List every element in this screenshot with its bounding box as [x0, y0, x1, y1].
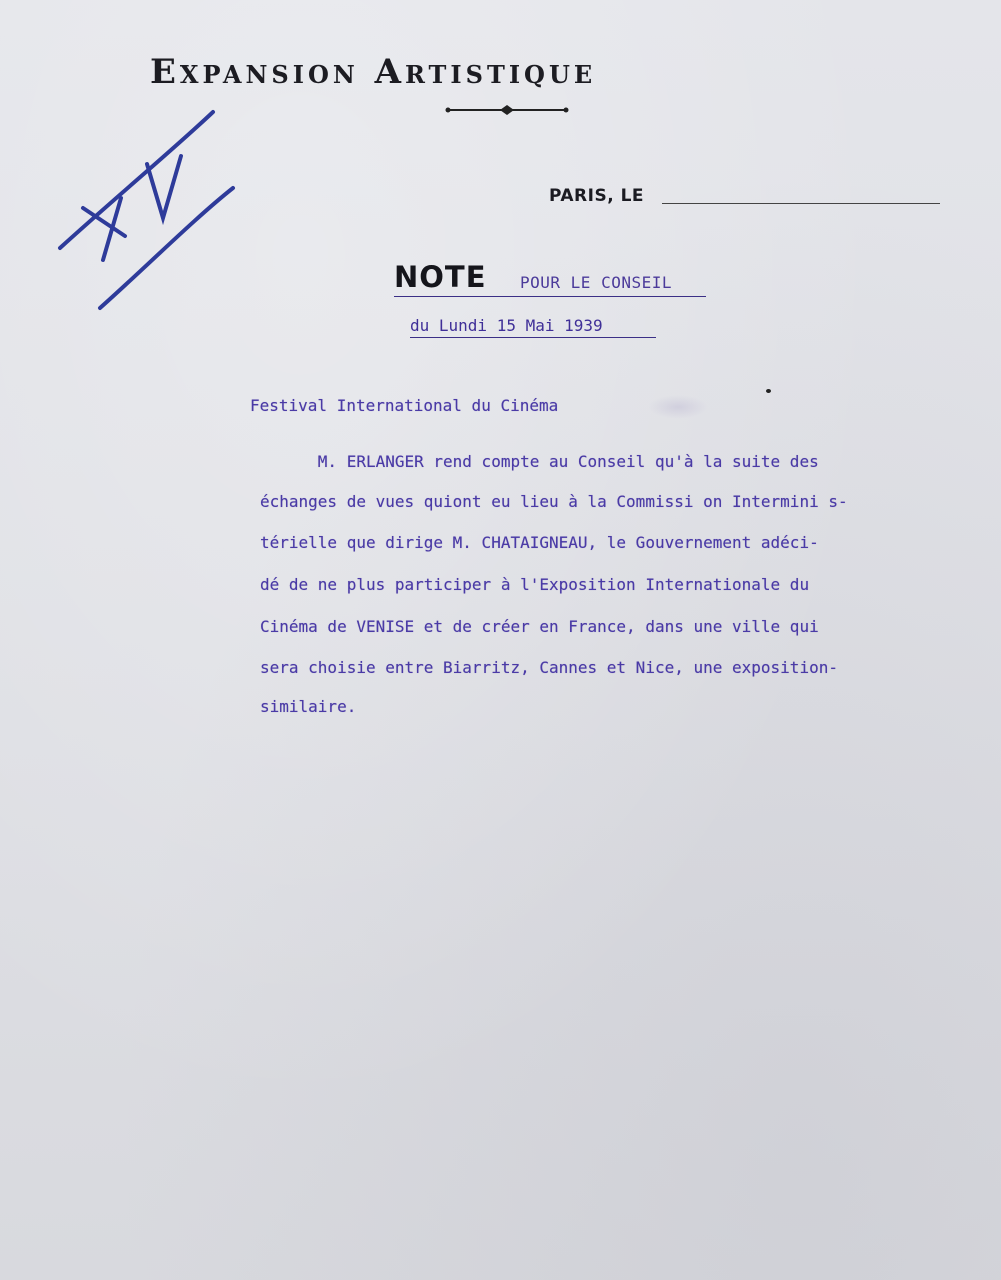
body-line: Cinéma de VENISE et de créer en France, dans une ville qui: [260, 617, 819, 636]
meeting-date: du Lundi 15 Mai 1939: [410, 316, 603, 335]
body-line: M. ERLANGER rend compte au Conseil qu'à la suite des: [260, 452, 819, 471]
note-title-underline: [394, 296, 706, 297]
ink-smudge: [648, 395, 708, 419]
ink-spot: [766, 389, 771, 393]
blue-crayon-xv-mark: [55, 108, 245, 318]
note-title: NOTE: [394, 260, 487, 294]
subject-line: Festival International du Cinéma: [250, 396, 559, 415]
body-line: sera choisie entre Biarritz, Cannes et Nice, une exposition-: [260, 658, 838, 677]
body-line: dé de ne plus participer à l'Exposition Internationale du: [260, 575, 810, 594]
place-label: PARIS, LE: [549, 186, 645, 206]
note-subtitle: POUR LE CONSEIL: [520, 273, 672, 292]
body-line: térielle que dirige M. CHATAIGNEAU, le Gouvernement adéci-: [260, 533, 819, 552]
letterhead-title: Expansion Artistique: [150, 52, 597, 92]
body-line: similaire.: [260, 697, 357, 716]
meeting-date-underline: [410, 337, 656, 338]
date-blank-line: [662, 203, 940, 204]
body-line: échanges de vues quiont eu lieu à la Commissi on Intermini s-: [260, 492, 848, 511]
ornament-divider: [444, 104, 570, 116]
